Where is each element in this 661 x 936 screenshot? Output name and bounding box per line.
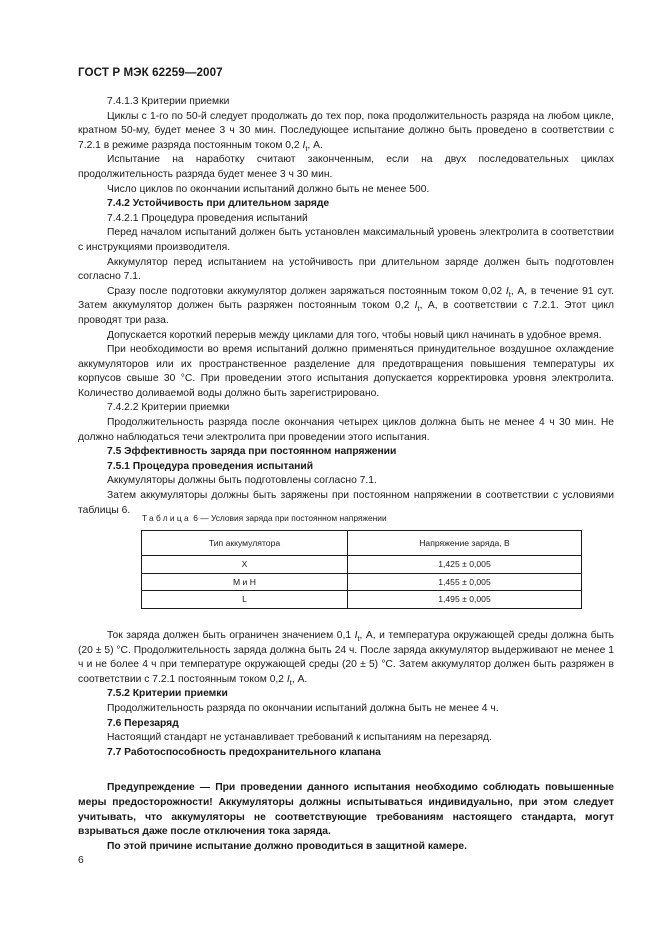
paragraph-charge-current-limit: Ток заряда должен быть ограничен значением 0,1 $I_t$, А, и температура окружающей среды должна быть (20 ± 5) °С. Продолжительность заряда должна быть 24 ч. После заряда аккумулятор выдерживают не менее 1 ч и не более 4 ч при температуре окружающей среды (20 ± 5) °С. Затем аккумулятор должен быть разряжен в соответствии с 7.2.1 постоянным током 0,2 $I_t$, А. xyxy=(78,630,614,687)
text-block-upper xyxy=(78,95,614,518)
cell-charge-voltage: 1,425 ± 0,005 xyxy=(348,556,582,574)
section-7-5-1-heading: 7.5.1 Процедура проведения испытаний xyxy=(107,460,314,472)
cell-battery-type: X xyxy=(142,556,348,574)
cell-battery-type: M и H xyxy=(142,573,348,591)
table-header-row xyxy=(142,531,582,556)
section-7-4-2-2-heading: 7.4.2.2 Критерии приемки xyxy=(107,402,230,414)
paragraph-break-allowed: Допускается короткий перерыв между циклами для того, чтобы новый цикл начинать в удобное время. xyxy=(107,329,602,341)
paragraph-warning: Предупреждение — При проведении данного испытания необходимо соблюдать повышенные меры предосторожности! Аккумуляторы должны испытываться индивидуально, при этом следует учитывать, что аккумуляторы не соответствующие требованиям настоящего стандарта, могут взрываться даже после отключения тока заряда. xyxy=(78,782,614,838)
paragraph-overcharge: Настоящий стандарт не устанавливает требований к испытаниям на перезаряд. xyxy=(107,732,492,744)
section-7-4-2-1-heading: 7.4.2.1 Процедура проведения испытаний xyxy=(107,212,308,224)
document-header: ГОСТ Р МЭК 62259—2007 xyxy=(78,66,223,79)
paragraph-cycle-count: Число циклов по окончании испытаний должно быть не менее 500. xyxy=(107,183,430,195)
column-header-charge-voltage: Напряжение заряда, В xyxy=(348,531,582,556)
section-7-7-heading: 7.7 Работоспособность предохранительного клапана xyxy=(107,746,381,758)
table-row xyxy=(142,573,582,591)
text-block-lower xyxy=(78,629,614,854)
paragraph-cycles: Циклы с 1-го по 50-й следует продолжать до тех пор, пока продолжительность разряда на любом цикле, кратном 50-му, будет менее 3 ч 30 мин. Последующее испытание должно быть проведено в соответствии с 7.2.1 в режиме разряда постоянным током 0,2 $I_t$, А. xyxy=(78,110,614,153)
table-6 xyxy=(141,530,582,609)
section-7-5-heading: 7.5 Эффективность заряда при постоянном напряжении xyxy=(107,446,397,458)
table-row xyxy=(142,556,582,574)
paragraph-forced-cooling: При необходимости во время испытаний должно применяться принудительное воздушное охлаждение аккумуляторов или их пространственное разделение для предотвращения повышения температуры их корпусов свыше 30 °С. При проведении этого испытания допускается корректировка уровня электролита. Количество доливаемой воды должно быть зарегистрировано. xyxy=(78,344,614,399)
paragraph-protective-chamber: По этой причине испытание должно проводиться в защитной камере. xyxy=(107,840,467,852)
section-7-4-1-3-heading: 7.4.1.3 Критерии приемки xyxy=(107,96,230,107)
paragraph-electrolite-level: Перед началом испытаний должен быть установлен максимальный уровень электролита в соответствии с инструкциями производителя. xyxy=(78,227,614,253)
page-number: 6 xyxy=(78,855,84,866)
paragraph-discharge-4h: Продолжительность разряда по окончании испытаний должна быть не менее 4 ч. xyxy=(107,702,499,714)
section-7-5-2-heading: 7.5.2 Критерии приемки xyxy=(107,688,228,700)
cell-charge-voltage: 1,495 ± 0,005 xyxy=(348,591,582,609)
table-row xyxy=(142,591,582,609)
cell-battery-type: L xyxy=(142,591,348,609)
paragraph-prepared-7-1: Аккумуляторы должны быть подготовлены согласно 7.1. xyxy=(107,475,377,487)
cell-charge-voltage: 1,455 ± 0,005 xyxy=(348,573,582,591)
paragraph-charging-91-days: Сразу после подготовки аккумулятор должен заряжаться постоянным током 0,02 $I_t$, А, в течение 91 сут. Затем аккумулятор должен быть разряжен постоянным током 0,2 $I_t$, А, в соответствии с 7.2.1. Этот цикл проводят три раза. xyxy=(78,285,615,326)
paragraph-endurance-complete: Испытание на наработку считают законченным, если на двух последовательных циклах продолжительность разряда будет менее 3 ч 30 мин. xyxy=(78,154,614,180)
column-header-battery-type: Тип аккумулятора xyxy=(142,531,348,556)
table-6-caption: Таблица 6 — Условия заряда при постоянном напряжении xyxy=(142,513,387,523)
paragraph-charged-table-6: Затем аккумуляторы должны быть заряжены при постоянном напряжении в соответствии с условиями таблицы 6. xyxy=(78,490,614,516)
section-7-4-2-heading: 7.4.2 Устойчивость при длительном заряде xyxy=(107,198,330,210)
section-7-6-heading: 7.6 Перезаряд xyxy=(107,717,179,729)
paragraph-acceptance-4h30: Продолжительность разряда после окончания четырех циклов должна быть не менее 4 ч 30 мин. Не должно наблюдаться течи электролита при проведении этого испытания. xyxy=(78,417,614,443)
paragraph-preparation: Аккумулятор перед испытанием на устойчивость при длительном заряде должен быть подготовлен согласно 7.1. xyxy=(78,256,614,283)
